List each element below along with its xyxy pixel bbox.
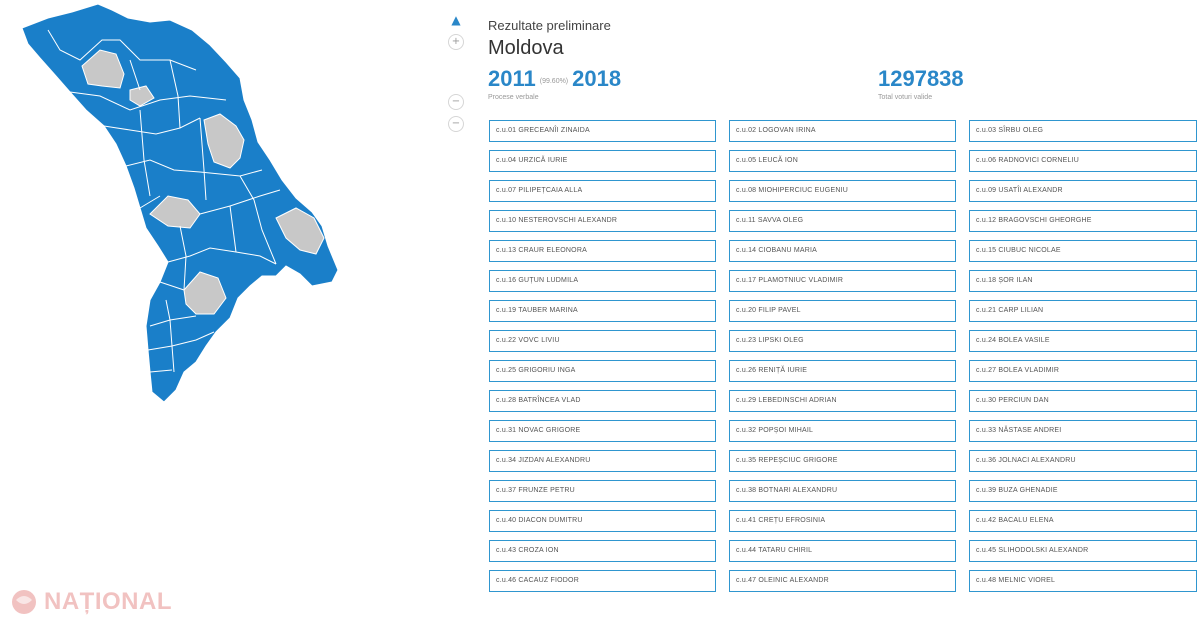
candidate-button[interactable]: c.u.26 RENIȚĂ IURIE: [729, 360, 956, 382]
candidate-button[interactable]: c.u.15 CIUBUC NICOLAE: [969, 240, 1197, 262]
candidate-button[interactable]: c.u.41 CREȚU EFROSINIA: [729, 510, 956, 532]
zoom-out-button[interactable]: −: [448, 94, 464, 110]
watermark-logo: [10, 586, 172, 618]
candidate-button[interactable]: c.u.42 BACALU ELENA: [969, 510, 1197, 532]
candidate-button[interactable]: c.u.46 CACAUZ FIODOR: [489, 570, 716, 592]
candidate-button[interactable]: c.u.12 BRAGOVSCHI GHEORGHE: [969, 210, 1197, 232]
candidate-button[interactable]: c.u.30 PERCIUN DAN: [969, 390, 1197, 412]
candidate-button[interactable]: c.u.39 BUZA GHENADIE: [969, 480, 1197, 502]
sections-stat: [488, 66, 621, 101]
candidate-button[interactable]: c.u.08 MIOHIPERCIUC EUGENIU: [729, 180, 956, 202]
candidate-button[interactable]: c.u.01 GRECEANÎI ZINAIDA: [489, 120, 716, 142]
results-header: [488, 18, 1200, 106]
candidate-button[interactable]: c.u.11 SAVVA OLEG: [729, 210, 956, 232]
candidate-button[interactable]: c.u.32 POPȘOI MIHAIL: [729, 420, 956, 442]
candidate-button[interactable]: c.u.05 LEUCĂ ION: [729, 150, 956, 172]
candidate-button[interactable]: c.u.21 CARP LILIAN: [969, 300, 1197, 322]
sections-percent: (99.60%): [539, 78, 569, 86]
candidate-button[interactable]: c.u.31 NOVAC GRIGORE: [489, 420, 716, 442]
sections-total: 2018: [572, 66, 622, 91]
sections-caption: Procese verbale: [488, 94, 539, 101]
candidate-button[interactable]: c.u.13 CRAUR ELEONORA: [489, 240, 716, 262]
candidate-button[interactable]: c.u.24 BOLEA VASILE: [969, 330, 1197, 352]
valid-votes: 1297838: [878, 66, 964, 91]
candidate-button[interactable]: c.u.02 LOGOVAN IRINA: [729, 120, 956, 142]
zoom-in-button[interactable]: +: [448, 34, 464, 50]
sections-processed: 2011: [488, 66, 536, 91]
candidate-button[interactable]: c.u.38 BOTNARI ALEXANDRU: [729, 480, 956, 502]
candidate-button[interactable]: c.u.22 VOVC LIVIU: [489, 330, 716, 352]
candidate-button[interactable]: c.u.18 ȘOR ILAN: [969, 270, 1197, 292]
candidate-button[interactable]: c.u.09 USATÎI ALEXANDR: [969, 180, 1197, 202]
watermark-globe-icon: [10, 588, 38, 616]
candidate-button[interactable]: c.u.25 GRIGORIU INGA: [489, 360, 716, 382]
candidate-button[interactable]: c.u.40 DIACON DUMITRU: [489, 510, 716, 532]
stats-row: [488, 66, 1200, 106]
candidate-button[interactable]: c.u.04 URZICĂ IURIE: [489, 150, 716, 172]
country-title: Moldova: [488, 37, 564, 59]
candidate-button[interactable]: c.u.33 NĂSTASE ANDREI: [969, 420, 1197, 442]
candidate-button[interactable]: c.u.10 NESTEROVSCHI ALEXANDR: [489, 210, 716, 232]
candidate-button[interactable]: c.u.28 BATRÎNCEA VLAD: [489, 390, 716, 412]
results-subtitle: Rezultate preliminare: [488, 18, 611, 33]
candidate-button[interactable]: c.u.35 REPEȘCIUC GRIGORE: [729, 450, 956, 472]
candidate-button[interactable]: c.u.03 SÎRBU OLEG: [969, 120, 1197, 142]
watermark-text: NAȚIONAL: [44, 588, 172, 615]
candidate-button[interactable]: c.u.34 JIZDAN ALEXANDRU: [489, 450, 716, 472]
map-zoom-controls: [447, 14, 465, 132]
valid-votes-caption: Total voturi valide: [878, 94, 933, 101]
home-icon[interactable]: ▲: [449, 14, 463, 28]
candidate-button[interactable]: c.u.07 PILIPEȚCAIA ALLA: [489, 180, 716, 202]
moldova-map[interactable]: [0, 0, 440, 420]
candidate-button[interactable]: c.u.23 LIPSKI OLEG: [729, 330, 956, 352]
candidate-button[interactable]: c.u.29 LEBEDINSCHI ADRIAN: [729, 390, 956, 412]
votes-stat: [878, 66, 964, 101]
candidate-button[interactable]: c.u.45 SLIHODOLSKI ALEXANDR: [969, 540, 1197, 562]
candidate-button[interactable]: c.u.19 TAUBER MARINA: [489, 300, 716, 322]
map-panel: [0, 0, 440, 622]
candidate-button[interactable]: c.u.44 TATARU CHIRIL: [729, 540, 956, 562]
candidate-button[interactable]: c.u.36 JOLNACI ALEXANDRU: [969, 450, 1197, 472]
zoom-reset-button[interactable]: −: [448, 116, 464, 132]
candidate-button[interactable]: c.u.20 FILIP PAVEL: [729, 300, 956, 322]
candidate-button[interactable]: c.u.43 CROZA ION: [489, 540, 716, 562]
candidate-button[interactable]: c.u.16 GUȚUN LUDMILA: [489, 270, 716, 292]
candidate-grid: [489, 120, 1197, 592]
candidate-button[interactable]: c.u.14 CIOBANU MARIA: [729, 240, 956, 262]
candidate-button[interactable]: c.u.27 BOLEA VLADIMIR: [969, 360, 1197, 382]
candidate-button[interactable]: c.u.17 PLAMOTNIUC VLADIMIR: [729, 270, 956, 292]
candidate-button[interactable]: c.u.47 OLEINIC ALEXANDR: [729, 570, 956, 592]
candidate-button[interactable]: c.u.37 FRUNZE PETRU: [489, 480, 716, 502]
candidate-button[interactable]: c.u.06 RADNOVICI CORNELIU: [969, 150, 1197, 172]
candidate-button[interactable]: c.u.48 MELNIC VIOREL: [969, 570, 1197, 592]
